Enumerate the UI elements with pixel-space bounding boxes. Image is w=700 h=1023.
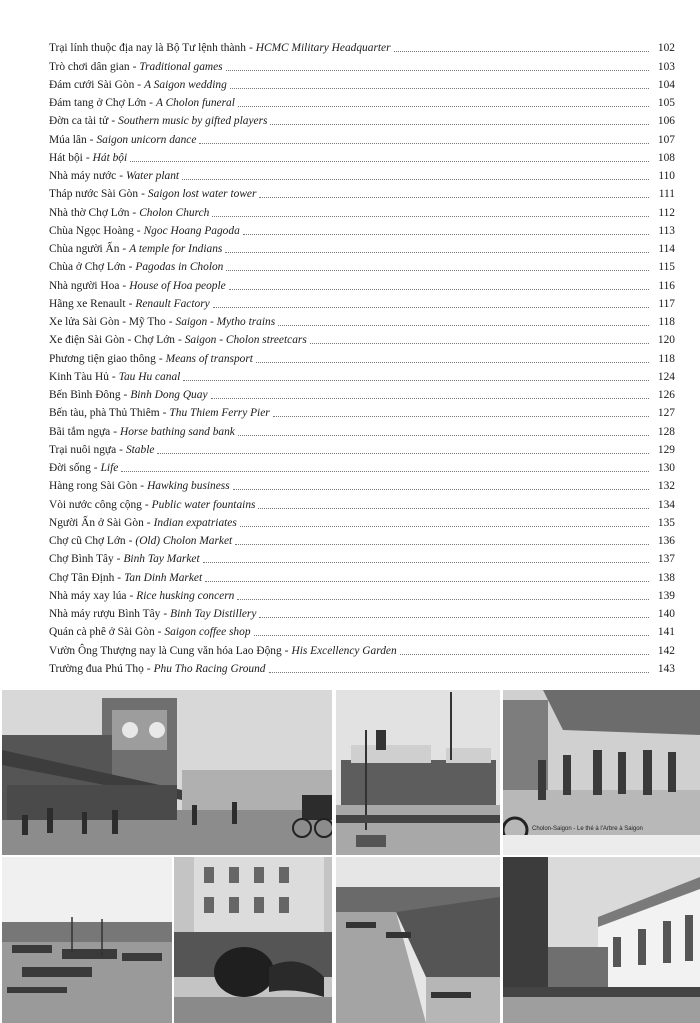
toc-title-english: Pagodas in Cholon (135, 261, 224, 274)
toc-separator: - (122, 279, 127, 292)
toc-title-vietnamese: Nhà máy xay lúa (49, 589, 127, 602)
toc-dot-leader (226, 270, 649, 271)
toc-entry (49, 37, 675, 55)
toc-separator: - (128, 297, 133, 310)
toc-dot-leader (278, 325, 649, 326)
toc-separator: - (85, 151, 90, 164)
toc-page-number: 104 (657, 78, 675, 91)
toc-title-vietnamese: Xe điện Sài Gòn - Chợ Lớn (49, 334, 175, 347)
river-boats-photo (2, 857, 172, 1023)
colonial-building-fence-photo (503, 857, 700, 1023)
toc-title-english: Saigon coffee shop (164, 626, 251, 639)
toc-entry (49, 585, 675, 603)
toc-page-number: 108 (657, 151, 675, 164)
toc-title-english: A temple for Indians (129, 243, 223, 255)
toc-entry (49, 493, 675, 511)
toc-separator: - (144, 498, 149, 511)
toc-separator: - (123, 389, 128, 401)
toc-page-number: 120 (657, 334, 675, 347)
toc-separator: - (248, 42, 253, 55)
toc-title-english: Horse bathing sand bank (120, 425, 235, 438)
toc-entry (49, 110, 675, 128)
toc-title-english: Ngoc Hoang Pagoda (143, 224, 240, 237)
toc-separator: - (163, 608, 168, 620)
toc-title-vietnamese: Chùa người Ấn (49, 243, 120, 255)
toc-page-number: 135 (657, 516, 675, 529)
toc-entry (49, 183, 675, 201)
toc-dot-leader (205, 581, 649, 582)
toc-entry (49, 165, 675, 183)
toc-separator: - (146, 662, 151, 675)
market-clock-tower-photo (2, 690, 332, 855)
toc-title-english: Stable (125, 443, 155, 456)
toc-page-number: 138 (657, 571, 675, 584)
toc-entry (49, 128, 675, 146)
toc-page-number: 112 (658, 206, 675, 219)
toc-page-number: 127 (657, 407, 675, 420)
steamship-harbor-photo (336, 690, 500, 855)
toc-page-number: 132 (657, 480, 675, 493)
toc-entry (49, 366, 675, 384)
toc-entry (49, 603, 675, 621)
toc-page-number: 113 (658, 224, 675, 237)
toc-title-english: A Cholon funeral (155, 97, 235, 109)
toc-separator: - (129, 589, 134, 602)
toc-page-number: 142 (657, 644, 675, 657)
toc-page-number: 114 (658, 243, 675, 255)
cafe-photo-caption: Cholon-Saigon - Le thé à l'Arbre à Saigon (532, 826, 643, 832)
toc-title-english: Southern music by gifted players (118, 115, 268, 128)
toc-dot-leader (254, 635, 649, 636)
toc-entry (49, 147, 675, 165)
toc-dot-leader (233, 489, 649, 490)
toc-dot-leader (130, 161, 649, 162)
toc-page-number: 136 (657, 535, 675, 547)
toc-title-vietnamese: Nhà thờ Chợ Lớn (49, 206, 130, 219)
toc-dot-leader (229, 289, 649, 290)
toc-page-number: 140 (657, 608, 675, 620)
toc-entry (49, 274, 675, 292)
toc-title-english: Rice husking concern (136, 589, 235, 602)
toc-page-number: 130 (657, 462, 675, 474)
toc-entry (49, 439, 675, 457)
toc-entry (49, 475, 675, 493)
toc-entry (49, 293, 675, 311)
toc-separator: - (89, 133, 94, 146)
toc-title-english: (Old) Cholon Market (135, 535, 233, 547)
toc-entry (49, 92, 675, 110)
toc-title-vietnamese: Nhà người Hoa (49, 279, 120, 292)
toc-title-vietnamese: Chợ cũ Chợ Lớn (49, 535, 126, 547)
toc-separator: - (132, 60, 137, 73)
toc-page-number: 128 (657, 425, 675, 438)
toc-dot-leader (237, 599, 649, 600)
toc-title-english: Means of transport (165, 352, 253, 365)
toc-dot-leader (240, 526, 649, 527)
toc-dot-leader (235, 544, 649, 545)
unicorn-dance-photo (174, 857, 332, 1023)
toc-separator: - (137, 78, 142, 91)
toc-entry (49, 311, 675, 329)
toc-entry (49, 621, 675, 639)
toc-separator: - (117, 571, 122, 584)
toc-title-vietnamese: Hàng rong Sài Gòn (49, 480, 138, 493)
toc-title-english: Binh Tay Market (123, 553, 200, 566)
toc-separator: - (119, 170, 124, 182)
toc-dot-leader (183, 380, 649, 381)
toc-title-english: Life (100, 462, 119, 474)
toc-title-english: Cholon Church (139, 206, 210, 219)
toc-dot-leader (212, 216, 649, 217)
toc-separator: - (149, 97, 153, 109)
toc-title-english: Saigon - Mytho trains (175, 316, 276, 328)
toc-dot-leader (270, 124, 649, 125)
toc-title-vietnamese: Người Ấn ở Sài Gòn (49, 516, 144, 529)
toc-title-vietnamese: Đờn ca tài tử (49, 115, 109, 128)
toc-separator: - (162, 407, 167, 420)
toc-entry (49, 639, 675, 657)
toc-page-number: 102 (657, 42, 675, 55)
toc-dot-leader (238, 435, 649, 436)
toc-page-number: 124 (657, 370, 675, 383)
table-of-contents (49, 37, 675, 676)
toc-dot-leader (213, 307, 649, 308)
toc-dot-leader (182, 179, 649, 180)
toc-page-number: 126 (657, 389, 675, 401)
toc-title-english: Binh Dong Quay (130, 389, 208, 401)
toc-separator: - (132, 206, 137, 219)
toc-title-english: Tau Hu canal (118, 370, 181, 383)
toc-title-vietnamese: Nhà máy nước (49, 170, 117, 182)
toc-title-english: Saigon lost water tower (147, 188, 257, 201)
toc-separator: - (168, 316, 173, 328)
toc-dot-leader (400, 654, 649, 655)
toc-title-english: Traditional games (139, 60, 223, 73)
toc-title-vietnamese: Chợ Tân Định (49, 571, 115, 584)
toc-entry (49, 457, 675, 475)
toc-title-english: Water plant (126, 170, 180, 182)
toc-separator: - (177, 334, 182, 347)
toc-title-vietnamese: Trò chơi dân gian (49, 60, 130, 73)
toc-separator: - (140, 480, 145, 493)
toc-entry (49, 548, 675, 566)
toc-title-english: Public water fountains (151, 498, 256, 511)
toc-entry (49, 566, 675, 584)
toc-dot-leader (273, 416, 649, 417)
toc-dot-leader (203, 562, 649, 563)
toc-title-vietnamese: Phương tiện giao thông (49, 352, 156, 365)
toc-title-vietnamese: Trại nuôi ngựa (49, 443, 117, 456)
toc-dot-leader (258, 508, 649, 509)
toc-entry (49, 420, 675, 438)
toc-separator: - (141, 188, 145, 201)
toc-separator: - (119, 443, 123, 456)
toc-title-vietnamese: Bãi tắm ngựa (49, 425, 111, 438)
toc-separator: - (128, 535, 133, 547)
toc-title-english: Saigon - Cholon streetcars (184, 334, 307, 347)
toc-page-number: 118 (658, 352, 675, 365)
toc-separator: - (158, 352, 163, 365)
toc-separator: - (146, 516, 151, 529)
toc-dot-leader (230, 88, 649, 89)
toc-entry (49, 256, 675, 274)
toc-title-vietnamese: Kinh Tàu Hủ (49, 370, 109, 383)
toc-separator: - (157, 626, 162, 639)
toc-dot-leader (243, 234, 649, 235)
toc-entry (49, 530, 675, 548)
toc-title-english: Hát bội (92, 151, 128, 164)
toc-dot-leader (259, 197, 649, 198)
toc-dot-leader (394, 51, 649, 52)
toc-title-english: Indian expatriates (153, 516, 237, 529)
toc-dot-leader (157, 453, 649, 454)
toc-page-number: 103 (657, 60, 675, 73)
canal-houseboats-photo (336, 857, 500, 1023)
toc-separator: - (116, 553, 121, 566)
toc-title-vietnamese: Tháp nước Sài Gòn (49, 188, 139, 201)
toc-title-english: Hawking business (147, 480, 230, 493)
toc-entry (49, 74, 675, 92)
toc-entry (49, 238, 675, 256)
toc-title-vietnamese: Chùa Ngọc Hoàng (49, 224, 134, 237)
toc-separator: - (136, 224, 141, 237)
toc-title-vietnamese: Đời sống (49, 462, 91, 474)
toc-title-english: HCMC Military Headquarter (255, 42, 391, 55)
toc-dot-leader (199, 143, 649, 144)
toc-page-number: 141 (657, 626, 675, 639)
toc-title-vietnamese: Hát bội (49, 151, 83, 164)
toc-title-vietnamese: Đám tang ở Chợ Lớn (49, 97, 147, 109)
toc-title-vietnamese: Trại lính thuộc địa nay là Bộ Tư lệnh thành (49, 42, 246, 55)
toc-page-number: 111 (658, 188, 675, 201)
toc-dot-leader (226, 70, 649, 71)
toc-separator: - (122, 243, 127, 255)
toc-page-number: 115 (658, 261, 675, 274)
toc-dot-leader (225, 252, 649, 253)
toc-page-number: 105 (657, 97, 675, 109)
toc-title-english: Phu Tho Racing Ground (153, 662, 266, 675)
toc-title-vietnamese: Hãng xe Renault (49, 297, 126, 310)
toc-page-number: 117 (658, 297, 675, 310)
toc-title-vietnamese: Quán cà phê ở Sài Gòn (49, 626, 155, 639)
toc-separator: - (93, 462, 98, 474)
toc-dot-leader (310, 343, 649, 344)
toc-page-number: 129 (657, 443, 675, 456)
toc-page-number: 134 (657, 498, 675, 511)
toc-page-number: 110 (658, 170, 675, 182)
toc-title-english: Saigon unicorn dance (96, 133, 197, 146)
toc-separator: - (111, 370, 116, 383)
toc-title-vietnamese: Chợ Bình Tây (49, 553, 114, 566)
toc-page-number: 118 (658, 316, 675, 328)
toc-title-vietnamese: Trường đua Phú Thọ (49, 662, 144, 675)
toc-title-vietnamese: Chùa ở Chợ Lớn (49, 261, 126, 274)
toc-page-number: 106 (657, 115, 675, 128)
toc-title-english: Renault Factory (135, 297, 210, 310)
toc-entry (49, 201, 675, 219)
toc-entry (49, 55, 675, 73)
toc-entry (49, 384, 675, 402)
toc-dot-leader (238, 106, 649, 107)
toc-page-number: 137 (657, 553, 675, 566)
toc-title-english: His Excellency Garden (291, 644, 397, 657)
toc-title-vietnamese: Vòi nước công cộng (49, 498, 142, 511)
toc-page-number: 116 (658, 279, 675, 292)
toc-title-vietnamese: Nhà máy rượu Bình Tây (49, 608, 161, 620)
toc-title-vietnamese: Xe lửa Sài Gòn - Mỹ Tho (49, 316, 166, 328)
toc-title-vietnamese: Bến Bình Đông (49, 389, 121, 401)
toc-dot-leader (256, 362, 649, 363)
toc-entry (49, 220, 675, 238)
toc-title-vietnamese: Múa lân (49, 133, 87, 146)
toc-page-number: 139 (657, 589, 675, 602)
toc-title-vietnamese: Vườn Ông Thượng nay là Cung văn hóa Lao Động (49, 644, 282, 657)
toc-dot-leader (121, 471, 649, 472)
toc-separator: - (113, 425, 118, 438)
toc-separator: - (128, 261, 133, 274)
toc-page-number: 143 (657, 662, 675, 675)
toc-title-english: A Saigon wedding (144, 78, 227, 91)
toc-entry (49, 347, 675, 365)
toc-title-vietnamese: Đám cưới Sài Gòn (49, 78, 135, 91)
toc-entry (49, 512, 675, 530)
toc-entry (49, 329, 675, 347)
toc-title-english: Tan Dinh Market (124, 571, 203, 584)
toc-separator: - (111, 115, 116, 128)
toc-title-english: Binh Tay Distillery (170, 608, 257, 620)
toc-entry (49, 402, 675, 420)
toc-title-english: House of Hoa people (129, 279, 226, 292)
toc-dot-leader (211, 398, 649, 399)
toc-dot-leader (259, 617, 649, 618)
toc-page-number: 107 (657, 133, 675, 146)
toc-title-vietnamese: Bến tàu, phà Thủ Thiêm (49, 407, 160, 420)
toc-entry (49, 658, 675, 676)
toc-title-english: Thu Thiem Ferry Pier (169, 407, 270, 420)
toc-dot-leader (269, 672, 650, 673)
toc-separator: - (284, 644, 289, 657)
